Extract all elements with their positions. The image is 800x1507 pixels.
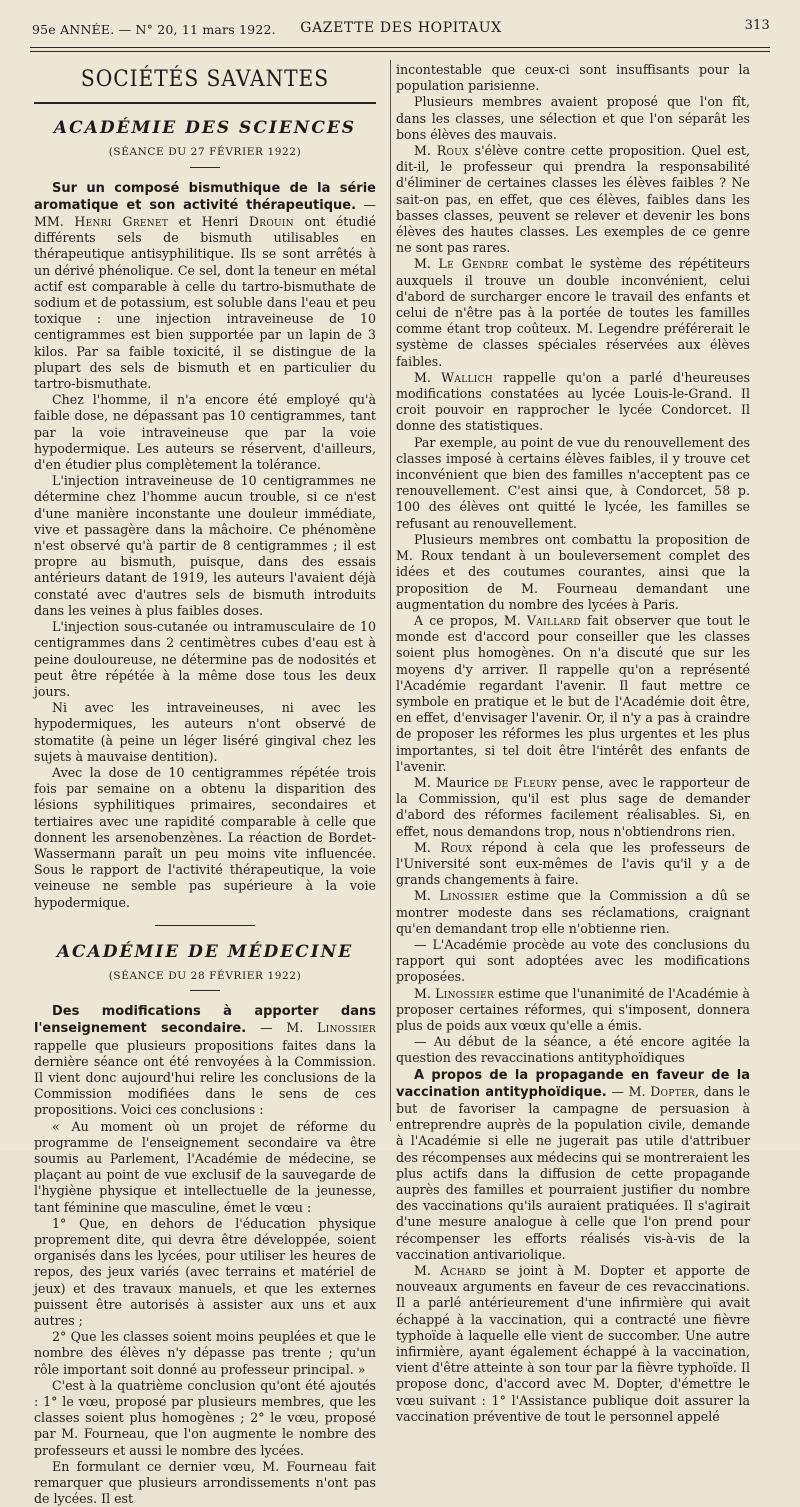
seance-date: (SÉANCE DU 27 FÉVRIER 1922)	[108, 146, 302, 159]
text-run: M.	[414, 1263, 441, 1279]
article-paragraph: — L'Académie procède au vote des conclusions du rapport qui sont adoptées avec les modifications proposées.	[396, 936, 750, 985]
speaker-name: Vaillard	[526, 612, 581, 628]
article-paragraph: Par exemple, au point de vue du renouvellement des classes imposé à certains élèves faibles, il y trouve cet inconvénient que bien des familles n'acceptent pas ce renouvellement. C'est ainsi que, à Condorcet, 58 p. 100 des élèves ont quitté le lycée, les familles se refusant au renouvellement.	[396, 434, 750, 531]
article-paragraph: L'injection sous-cutanée ou intramusculaire de 10 centigrammes dans 2 centimètres cubes d'eau est à peine douloureuse, ne détermine pas de nodosités et peut être répétée à la même dose tous les deux jours.	[34, 619, 376, 699]
text-run: M.	[414, 985, 436, 1001]
speaker-name: Wallich	[441, 369, 493, 385]
text-run: rappelle qu'on a parlé d'heureuses modifications constatées au lycée Louis-le-Grand. Il croit pouvoir en rapprocher le lycée Condorcet. Il donne des statistiques.	[396, 369, 750, 434]
article-paragraph: 1° Que, en dehors de l'éducation physique proprement dite, qui devra être développée, soient organisés dans les lycées, pour utiliser les heures de repos, des jeux variés (avec terrains et matériel de jeux) et des travaux manuels, et que les externes puissent être autorisés à assister aux uns et aux autres ;	[34, 1215, 376, 1329]
text-run: ont étudié différents sels de bismuth utilisables en thérapeutique antisyphilitique. Ils se sont arrêtés à un dérivé phénolique. Ce sel, dont la teneur en métal actif est comparable à celle du tartro-bismuthate de sodium et de potassium, est soluble dans l'eau et peu toxique : une injection intraveineuse de 10 centigrammes est bien supportée par un lapin de 3 kilos. Par sa faible toxicité, il se distingue de la plupart des sels de bismuth et en particulier du tartro-bismuthate.	[34, 214, 376, 392]
article-paragraph	[396, 256, 750, 369]
article-paragraph: L'injection intraveineuse de 10 centigrammes ne détermine chez l'homme aucun trouble, si ce n'est d'une manière inconstante une douleur immédiate, vive et passagère dans la mâchoire. Ce phénomène n'est observé qu'à partir de 8 centigrammes ; il est propre au bismuth, puisque, dans des essais antérieurs datant de 1919, les auteurs l'avaient déjà constaté avec d'autres sels de bismuth introduits dans les veines à plus faibles doses.	[34, 473, 376, 618]
article-paragraph	[34, 180, 376, 393]
article-paragraph	[396, 1263, 750, 1425]
text-run: rappelle que plusieurs propositions faites dans la dernière séance ont été renvoyées à la Commission. Il vient donc aujourd'hui relire les conclusions de la Commission modifiées dans le sens de ces propositions. Voici ces conclusions :	[34, 1037, 376, 1118]
text-run: M.	[414, 369, 442, 385]
text-run: répond à cela que les professeurs de l'Université sont eux-mêmes de l'avis qu'il y a de grands changements à faire.	[396, 839, 750, 888]
author-name: Drouin	[248, 214, 294, 230]
speaker-name: Linossier	[435, 985, 495, 1001]
article-paragraph	[396, 1067, 750, 1263]
short-divider	[190, 167, 220, 168]
text-run: estime que l'unanimité de l'Académie à proposer certaines réformes, qui s'imposent, donnera plus de poids aux vœux qu'elle a émis.	[396, 985, 751, 1033]
column-separator	[390, 60, 391, 1121]
article-paragraph: Avec la dose de 10 centigrammes répétée trois fois par semaine on a obtenu la disparition des lésions syphilitiques primaires, secondaires et tertiaires avec une rapidité comparable à celle que donnent les arsenobenzènes. La réaction de Bordet-Wassermann paraît un peu moins vite influencée. Sous le rapport de l'activité thérapeutique, la voie veineuse ne semble pas supérieure à la voie hypodermique.	[34, 764, 376, 910]
text-run: fait observer que tout le monde est d'accord pour conseiller que les classes soient plus homogènes. On n'a discuté que sur les moyens d'y arriver. Il rappelle qu'on a représenté l'Académie regardant l'avenir. Il faut mettre ce symbole en pratique et le but de l'Académie doit être, en effet, d'envisager l'avenir. Or, il n'y a pas à craindre de proposer les réformes les plus urgentes et les plus importantes, si tel doit être l'intérêt des enfants de l'avenir.	[396, 612, 750, 774]
article-paragraph	[34, 1003, 376, 1118]
speaker-name: de Fleury	[494, 774, 558, 790]
text-run: — M.	[246, 1020, 318, 1036]
text-run: — MM.	[34, 196, 376, 230]
header-rule	[30, 47, 770, 48]
page-header	[32, 18, 770, 40]
text-run: combat le système des répétiteurs auxquels il trouve un double inconvénient, celui d'abord de surcharger encore le travail des enfants et celui de n'être pas à la portée de toutes les familles comme étant trop coûteux. M. Legendre préférerait le système de classes spéciales réservées aux élèves faibles.	[396, 256, 751, 369]
right-column	[396, 62, 750, 1425]
article-paragraph: 2° Que les classes soient moins peuplées et que le nombre des élèves n'y dépasse pas trente ; qu'un rôle important soit donné au professeur principal. »	[34, 1329, 376, 1377]
article-headline: Des modifications à apporter dans l'enseignement secondaire.	[34, 1004, 376, 1037]
journal-title: GAZETTE DES HOPITAUX	[300, 20, 502, 36]
article-paragraph: En formulant ce dernier vœu, M. Fourneau fait remarquer que plusieurs arrondissements n'ont pas de lycées. Il est	[34, 1458, 376, 1507]
article-paragraph	[396, 840, 750, 889]
text-run: se joint à M. Dopter et apporte de nouveaux arguments en faveur de ces revaccinations. Il a parlé antérieurement d'une infirmière qui avait échappé à la vaccination, qui a contracté une fièvre typhoïde à laquelle elle vient de succomber. Une autre infirmière, ayant également échappé à la vaccination, vient d'être atteinte à son tour par la fièvre typhoïde. Il propose donc, d'accord avec M. Dopter, d'émettre le vœu suivant : 1° l'Assistance publique doit assurer la vaccination préventive de tout le personnel appelé	[396, 1263, 751, 1424]
text-run: M. Maurice	[414, 774, 495, 790]
speaker-name: Dopter	[650, 1083, 695, 1099]
speaker-name: Achard	[440, 1263, 487, 1279]
article-paragraph	[396, 143, 750, 256]
article-paragraph: « Au moment où un projet de réforme du programme de l'enseignement secondaire va être soumis au Parlement, l'Académie de médecine, se plaçant au point de vue exclusif de la sauvegarde de l'hygiène physique et intellectuelle de la jeunesse, tant féminine que masculine, émet le vœu :	[34, 1118, 376, 1215]
article-paragraph: Ni avec les intraveineuses, ni avec les hypodermiques, les auteurs n'ont observé de stomatite (à peine un léger liséré gingival chez les sujets à mauvaise dentition).	[34, 700, 376, 764]
article-paragraph	[396, 370, 750, 435]
article-paragraph	[396, 775, 750, 840]
text-run: s'élève contre cette proposition. Quel est, dit-il, le professeur qui prendra la responsabilité d'éliminer de certaines classes les élèves faibles ? Ne sait-on pas, en effet, que ces élèves, faibles dans les basses classes, peuvent se relever et devenir les bons élèves des hautes classes. Les exemples de ce genre ne sont pas rares.	[396, 143, 750, 256]
text-run: , dans le but de favoriser la campagne de persuasion à entreprendre auprès de la population civile, demande à l'Académie si elle ne jugerait pas utile d'attribuer des récompenses aux médecins qui se montreraient les plus actifs dans la diffusion de cette propagande auprès des familles et pourraient justifier du nombre des vaccinations qu'ils auraient pratiquées. Il s'agirait d'une mesure analogue à celle que l'on prend pour récompenser les efforts réalisés vis-à-vis de la vaccination antivariolique.	[396, 1083, 750, 1262]
article-headline: A propos de la propagande en faveur de la vaccination antityphoïdique.	[396, 1067, 750, 1100]
article-paragraph: C'est à la quatrième conclusion qu'ont été ajoutés : 1° le vœu, proposé par plusieurs membres, que les classes soient plus homogènes ; 2° le vœu, proposé par M. Fourneau, que l'on augmente le nombre des professeurs et aussi le nombre des lycées.	[34, 1377, 376, 1458]
short-divider	[190, 990, 220, 991]
issue-info: 95e ANNÉE. — N° 20, 11 mars 1922.	[32, 22, 276, 37]
speaker-name: Roux	[436, 143, 469, 159]
text-run: M.	[414, 888, 440, 904]
academie-sciences-title: ACADÉMIE DES SCIENCES	[53, 118, 357, 139]
text-run: M.	[414, 839, 441, 855]
seance-date: (SÉANCE DU 28 FÉVRIER 1922)	[108, 969, 302, 982]
article-paragraph	[396, 888, 750, 937]
page-number: 313	[744, 18, 770, 33]
text-run: pense, avec le rapporteur de la Commission, qu'il est plus sage de demander d'abord des réformes facilement réalisables. Si, en effet, nous demandons trop, nous n'obtiendrons rien.	[396, 774, 750, 839]
author-name: Linossier	[317, 1020, 376, 1036]
text-run: estime que la Commission a dû se montrer modeste dans ses réclamations, craignant qu'en demandant trop elle n'obtienne rien.	[396, 888, 750, 936]
section-divider	[155, 925, 255, 926]
article-paragraph: Chez l'homme, il n'a encore été employé qu'à faible dose, ne dépassant pas 10 centigrammes, tant par la voie intraveineuse que par la voie hypodermique. Les auteurs se réservent, d'ailleurs, d'en étudier plus complètement la tolérance.	[34, 392, 376, 473]
article-paragraph: Plusieurs membres avaient proposé que l'on fît, dans les classes, une sélection et que l'on séparât les bons élèves des mauvais.	[396, 94, 750, 142]
article-paragraph: incontestable que ceux-ci sont insuffisants pour la population parisienne.	[396, 62, 750, 94]
article-headline: Sur un composé bismuthique de la série aromatique et son activité thérapeutique.	[34, 180, 376, 213]
article-paragraph: Plusieurs membres ont combattu la proposition de M. Roux tendant à un bouleversement complet des idées et des coutumes courantes, ainsi que la proposition de M. Fourneau demandant une augmentation du nombre des lycées à Paris.	[396, 531, 750, 612]
section-title: SOCIÉTÉS SAVANTES	[80, 67, 330, 92]
author-name: Henri Grenet	[74, 214, 169, 230]
speaker-name: Roux	[440, 839, 473, 855]
text-run: — M.	[606, 1083, 651, 1099]
header-rule-thin	[30, 51, 770, 52]
left-column	[34, 66, 376, 1507]
article-paragraph: — Au début de la séance, a été encore agitée la question des revaccinations antityphoïdiques	[396, 1034, 750, 1066]
speaker-name: Le Gendre	[438, 256, 509, 272]
text-run: et Henri	[168, 214, 249, 230]
article-paragraph	[396, 986, 750, 1035]
article-paragraph	[396, 613, 750, 775]
text-run: M.	[414, 256, 439, 272]
text-run: M.	[414, 143, 437, 159]
speaker-name: Linossier	[439, 888, 499, 904]
text-run: A ce propos, M.	[414, 612, 527, 628]
academie-medecine-title: ACADÉMIE DE MÉDECINE	[56, 941, 354, 962]
section-rule	[34, 102, 376, 104]
